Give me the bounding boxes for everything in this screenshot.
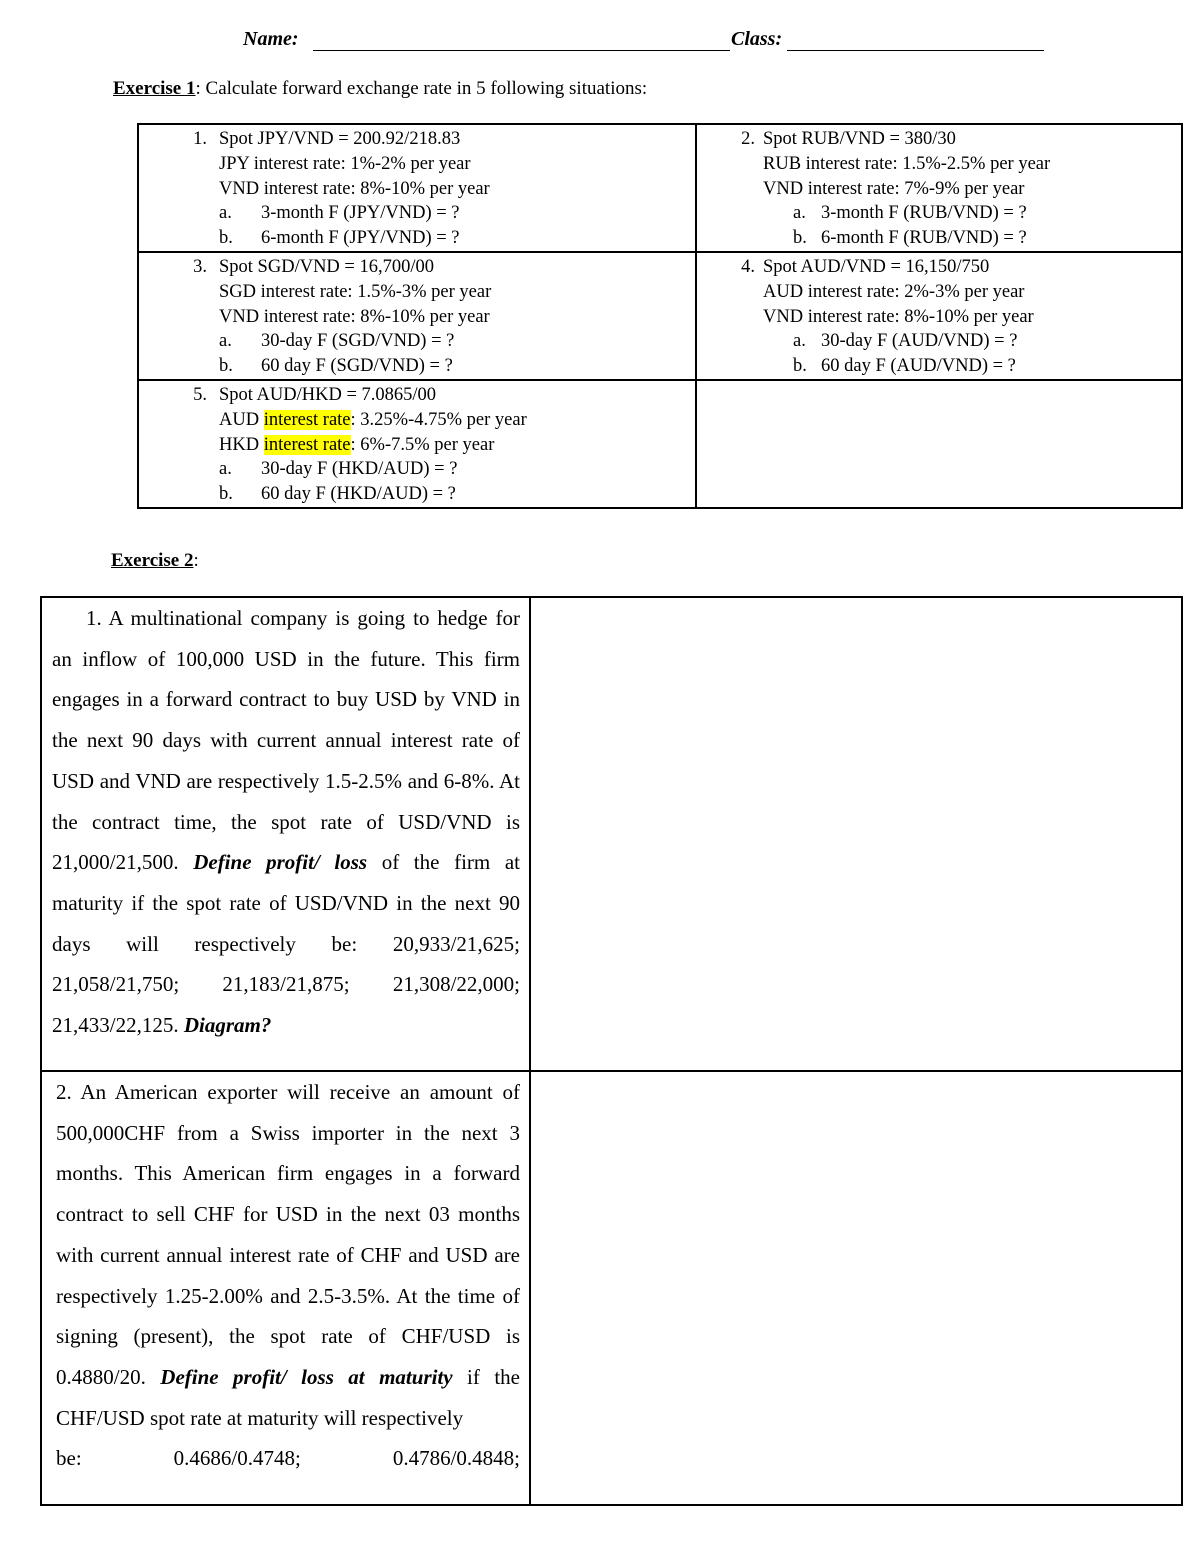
problem-cell-2 [696, 124, 1182, 252]
header [0, 28, 1200, 58]
problem-cell-3 [138, 252, 696, 380]
rate-prefix: AUD [219, 409, 264, 430]
interest-rate-1: RUB interest rate: 1.5%-2.5% per year [763, 153, 1051, 174]
question-text: if the CHF/USD spot rate at maturity will respectively [56, 1364, 520, 1430]
spot-rate: Spot JPY/VND = 200.92/218.83 [219, 129, 461, 149]
sub-letter: b. [793, 356, 807, 377]
last-line-rate: 0.4786/0.4848; [392, 1446, 520, 1471]
exercise1-title: Exercise 1 [113, 78, 196, 99]
answer-cell-2[interactable] [530, 1071, 1182, 1505]
last-line-word: be: [56, 1446, 82, 1471]
question-emphasis: Diagram? [183, 1013, 272, 1038]
problem-cell-1 [138, 124, 696, 252]
sub-letter: a. [793, 331, 806, 352]
problem-number: 3. [193, 256, 207, 277]
exercise1-table [137, 123, 1183, 509]
question-2 [56, 1072, 520, 1504]
exercise2-heading [111, 550, 199, 572]
interest-rate-1: JPY interest rate: 1%-2% per year [219, 153, 471, 174]
question-1 [52, 598, 520, 1070]
exercise1-instruction: : Calculate forward exchange rate in 5 following situations: [195, 78, 648, 99]
question-text: of the firm at maturity if the spot rate of USD/VND in the next 90 days will respectively be: 20,933/21,625; 21,058/21,750; 21,183/21,875; 21,308/22,000; 21,433/22,125. [52, 850, 520, 1038]
question-emphasis: Define profit/ loss [193, 850, 368, 875]
question-text: 2. An American exporter will receive an amount of 500,000CHF from a Swiss importer in the next 3 months. This American firm engages in a forward contract to sell CHF for USD in the next 03 months with current annual interest rate of CHF and USD are respectively 1.25-2.00% and 2.5-3.5%. At the time of signing (present), the spot rate of CHF/USD is 0.4880/20. [56, 1080, 520, 1389]
sub-question-b: 60 day F (HKD/AUD) = ? [261, 484, 456, 505]
sub-letter: a. [219, 459, 232, 480]
interest-rate-2: VND interest rate: 8%-10% per year [219, 178, 490, 199]
interest-rate-1: SGD interest rate: 1.5%-3% per year [219, 281, 492, 302]
spot-rate: Spot SGD/VND = 16,700/00 [219, 256, 434, 277]
sub-question-b: 60 day F (AUD/VND) = ? [821, 356, 1016, 377]
sub-letter: b. [793, 228, 807, 249]
sub-letter: b. [219, 356, 233, 377]
highlighted-text: interest rate [263, 409, 351, 430]
exercise2-title: Exercise 2 [111, 550, 194, 571]
exercise2-title-suffix: : [193, 550, 199, 571]
sub-question-b: 6-month F (RUB/VND) = ? [821, 228, 1027, 249]
sub-letter: a. [219, 203, 232, 224]
sub-question-a: 30-day F (AUD/VND) = ? [821, 331, 1018, 352]
sub-letter: a. [219, 331, 232, 352]
interest-rate-1: AUD interest rate: 2%-3% per year [763, 281, 1025, 302]
class-field-line [787, 50, 1044, 51]
exercise2-table [40, 596, 1183, 1506]
rate-suffix: : 6%-7.5% per year [350, 434, 495, 455]
sub-question-a: 3-month F (JPY/VND) = ? [261, 203, 460, 224]
interest-rate-2: VND interest rate: 7%-9% per year [763, 178, 1025, 199]
interest-rate-2: VND interest rate: 8%-10% per year [763, 306, 1034, 327]
question-last-line [56, 1438, 520, 1479]
problem-number: 5. [193, 384, 207, 405]
spot-rate: Spot AUD/HKD = 7.0865/00 [219, 384, 437, 405]
problem-number: 2. [741, 129, 755, 149]
rate-suffix: : 3.25%-4.75% per year [350, 409, 527, 430]
problem-number: 1. [193, 129, 207, 149]
highlighted-text: interest rate [263, 434, 351, 455]
class-label: Class: [731, 28, 783, 50]
sub-question-b: 6-month F (JPY/VND) = ? [261, 228, 460, 249]
problem-number: 4. [741, 256, 755, 277]
name-field-line [313, 50, 730, 51]
question-text: 1. A multinational company is going to hedge for an inflow of 100,000 USD in the future. This firm engages in a forward contract to buy USD by VND in the next 90 days with current annual interest rate of USD and VND are respectively 1.5-2.5% and 6-8%. At the contract time, the spot rate of USD/VND is 21,000/21,500. [52, 606, 520, 875]
sub-question-a: 30-day F (HKD/AUD) = ? [261, 459, 458, 480]
problem-cell-4 [696, 252, 1182, 380]
interest-rate-1 [219, 408, 527, 433]
name-label: Name: [243, 28, 299, 50]
answer-cell-1[interactable] [530, 597, 1182, 1071]
sub-letter: b. [219, 228, 233, 249]
sub-letter: a. [793, 203, 806, 224]
sub-question-a: 3-month F (RUB/VND) = ? [821, 203, 1027, 224]
empty-cell [696, 380, 1182, 508]
sub-letter: b. [219, 484, 233, 505]
question-cell-1 [41, 597, 530, 1071]
question-cell-2 [41, 1071, 530, 1505]
interest-rate-2 [219, 433, 527, 458]
problem-cell-5 [138, 380, 696, 508]
sub-question-b: 60 day F (SGD/VND) = ? [261, 356, 453, 377]
interest-rate-2: VND interest rate: 8%-10% per year [219, 306, 490, 327]
spot-rate: Spot RUB/VND = 380/30 [763, 129, 956, 149]
question-emphasis: Define profit/ loss at maturity [160, 1364, 453, 1389]
spot-rate: Spot AUD/VND = 16,150/750 [763, 256, 990, 277]
last-line-rate: 0.4686/0.4748; [173, 1446, 301, 1471]
exercise1-heading [113, 78, 647, 100]
sub-question-a: 30-day F (SGD/VND) = ? [261, 331, 455, 352]
rate-prefix: HKD [219, 434, 264, 455]
